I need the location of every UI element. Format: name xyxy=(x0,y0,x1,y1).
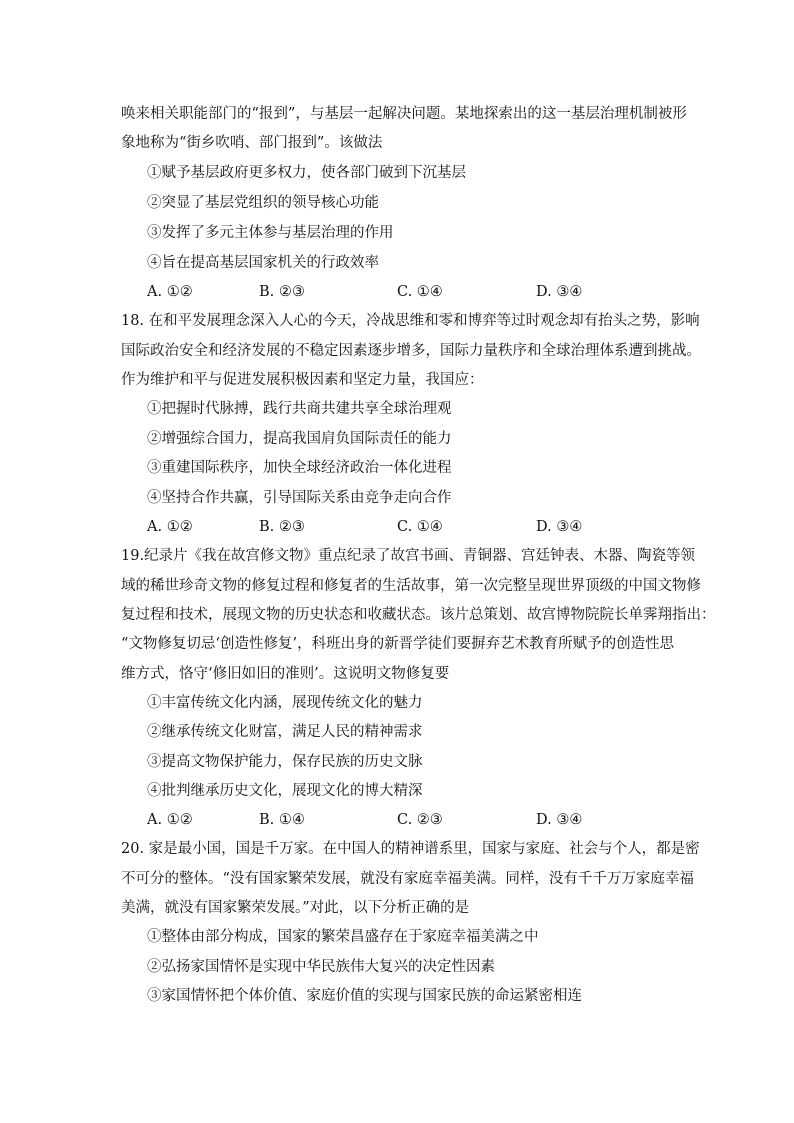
q19-option-2: ②继承传统文化财富，满足人民的精神需求 xyxy=(147,724,423,740)
q18-option-2: ②增强综合国力，提高我国肩负国际责任的能力 xyxy=(147,431,452,447)
q17-option-3: ③发挥了多元主体参与基层治理的作用 xyxy=(147,225,394,241)
q17-option-2: ②突显了基层党组织的领导核心功能 xyxy=(147,195,379,211)
q20-text-line-3: 美满，就没有国家繁荣发展。”对此，以下分析正确的是 xyxy=(121,900,470,916)
q17-choice-c: C. ①④ xyxy=(397,284,443,300)
q19-text-line-5: 维方式，恪守‘修旧如旧的准则’。这说明文物修复要 xyxy=(121,666,450,682)
q19-choice-a: A. ①② xyxy=(147,812,193,828)
q19-text-line-2: 域的稀世珍奇文物的修复过程和修复者的生活故事，第一次完整呈现世界顶级的中国文物修 xyxy=(121,578,701,594)
q19-option-4: ④批判继承历史文化，展现文化的博大精深 xyxy=(147,783,423,799)
q18-text-line-2: 国际政治安全和经济发展的不稳定因素逐步增多，国际力量秩序和全球治理体系遭到挑战。 xyxy=(121,343,701,359)
q18-choice-c: C. ①④ xyxy=(397,519,443,535)
q19-text-line-1: 19.纪录片《我在故宫修文物》重点纪录了故宫书画、青铜器、宫廷钟表、木器、陶瓷等领 xyxy=(121,548,696,564)
q17-option-1: ①赋予基层政府更多权力，使各部门破到下沉基层 xyxy=(147,165,466,181)
q18-choice-a: A. ①② xyxy=(147,519,193,535)
q18-option-3: ③重建国际秩序，加快全球经济政治一体化进程 xyxy=(147,460,452,476)
q17-choices xyxy=(0,282,794,302)
q18-option-4: ④坚持合作共赢，引导国际关系由竞争走向合作 xyxy=(147,490,452,506)
q20-option-3: ③家国情怀把个体价值、家庭价值的实现与国家民族的命运紧密相连 xyxy=(147,988,582,1004)
q19-choice-d: D. ③④ xyxy=(536,812,583,828)
q17-choice-b: B. ②③ xyxy=(259,284,305,300)
q19-choices xyxy=(0,810,794,830)
q17-text-line-2: 象地称为“街乡吹哨、部门报到”。该做法 xyxy=(121,135,383,151)
q18-choices xyxy=(0,517,794,537)
q20-text-line-2: 不可分的整体。“没有国家繁荣发展，就没有家庭幸福美满。同样，没有千千万万家庭幸福 xyxy=(121,871,694,887)
q17-text-line-1: 唤来相关职能部门的“报到”，与基层一起解决问题。某地探索出的这一基层治理机制被形 xyxy=(121,106,687,122)
q20-text-line-1: 20. 家是最小国，国是千万家。在中国人的精神谱系里，国家与家庭、社会与个人，都是密 xyxy=(121,841,700,857)
q20-option-1: ①整体由部分构成，国家的繁荣昌盛存在于家庭幸福美满之中 xyxy=(147,929,539,945)
q19-text-line-4: “文物修复切忌‘创造性修复’，科班出身的新晋学徒们要摒弃艺术教育所赋予的创造性思 xyxy=(121,636,675,652)
q18-option-1: ①把握时代脉搏，践行共商共建共享全球治理观 xyxy=(147,401,452,417)
q20-option-2: ②弘扬家国情怀是实现中华民族伟大复兴的决定性因素 xyxy=(147,959,495,975)
q19-option-1: ①丰富传统文化内涵，展现传统文化的魅力 xyxy=(147,695,423,711)
q19-option-3: ③提高文物保护能力，保存民族的历史文脉 xyxy=(147,754,423,770)
q18-choice-d: D. ③④ xyxy=(536,519,583,535)
q19-text-line-3: 复过程和技术，展现文物的历史状态和收藏状态。该片总策划、故宫博物院院长单霁翔指出： xyxy=(121,607,716,623)
q19-choice-b: B. ①④ xyxy=(259,812,305,828)
q18-choice-b: B. ②③ xyxy=(259,519,305,535)
q17-choice-d: D. ③④ xyxy=(536,284,583,300)
q18-text-line-3: 作为维护和平与促进发展积极因素和坚定力量，我国应： xyxy=(121,372,484,388)
q17-option-4: ④旨在提高基层国家机关的行政效率 xyxy=(147,255,379,271)
q18-text-line-1: 18. 在和平发展理念深入人心的今天，冷战思维和零和博弈等过时观念却有抬头之势，影响 xyxy=(121,313,700,329)
q19-choice-c: C. ②③ xyxy=(397,812,443,828)
q17-choice-a: A. ①② xyxy=(147,284,193,300)
